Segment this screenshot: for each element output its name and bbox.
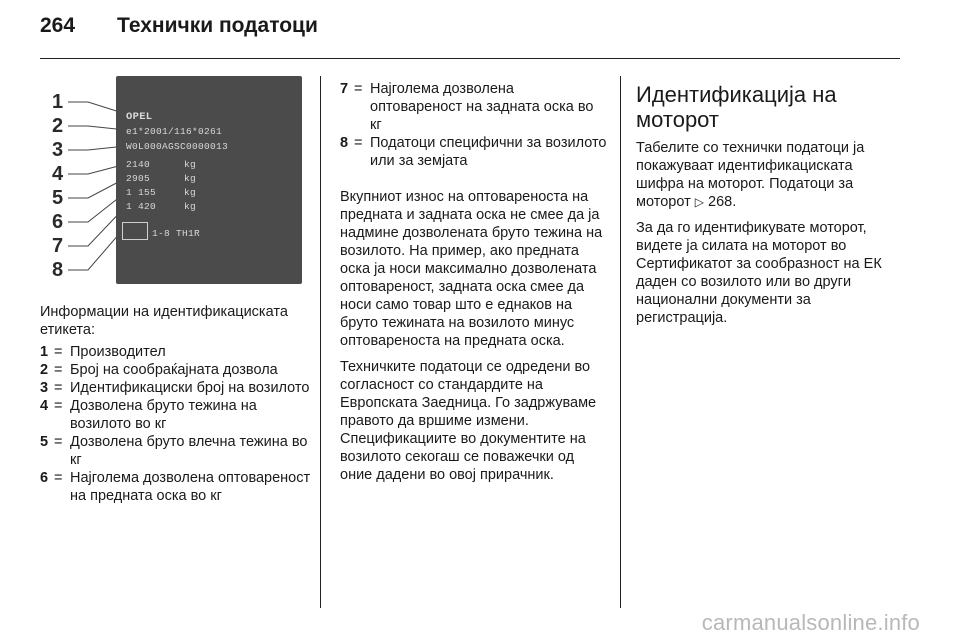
- axle-load-paragraph: Вкупниот износ на оптовареноста на предната и задната оска не смее да ја надмине дозволената бруто тежина на возилото. На пример, ако предната оска ја носи максимално дозволената оптовареност, задната оска смее да носи само товар што е еднаков на бруто тежината на возилото минус оптовареноста на предната оска.: [340, 189, 603, 349]
- column-divider-1: [320, 76, 321, 608]
- callout-4: 4: [52, 163, 64, 185]
- label-unit-2: kg: [184, 173, 197, 184]
- header-rule: [40, 58, 900, 59]
- id-label-plate: [116, 76, 302, 284]
- intro-text: Информации на идентификациската етикета:: [40, 304, 288, 338]
- list-item: 3 = Идентификациски број на возилото: [40, 380, 310, 396]
- callout-6: 6: [52, 211, 64, 233]
- list-item: 8 = Податоци специфични за возилото или за земјата: [340, 135, 607, 169]
- list-item: 7 = Најголема дозволена оптовареност на задната оска во кг: [340, 81, 594, 133]
- list-item: 2 = Број на сообраќајната дозвола: [40, 362, 278, 378]
- page-reference-icon[interactable]: ▷: [694, 195, 704, 209]
- watermark: carmanualsonline.info: [701, 610, 920, 635]
- callout-5: 5: [52, 187, 64, 209]
- label-unit-3: kg: [184, 187, 197, 198]
- column-2: [340, 80, 608, 492]
- list-item: 6 = Најголема дозволена оптовареност на предната оска во кг: [40, 470, 311, 504]
- label-gross-weight: 2140: [126, 159, 151, 170]
- label-unit-1: kg: [184, 159, 197, 170]
- list-item: 5 = Дозволена бруто влечна тежина во кг: [40, 434, 308, 468]
- label-specific-box: [122, 222, 148, 240]
- page-reference-link[interactable]: 268.: [708, 194, 737, 210]
- label-manufacturer: OPEL: [126, 111, 153, 123]
- label-unit-4: kg: [184, 201, 197, 212]
- label-approval-number: e1*2001/116*0261: [126, 126, 223, 137]
- column-divider-2: [620, 76, 621, 608]
- engine-power-paragraph: За да го идентификувате моторот, видете ја силата на моторот во Сертификатот за сообразност на ЕК даден со возилото или во други национални документи за регистрација.: [636, 220, 882, 326]
- page-title: Технички податоци: [117, 14, 318, 37]
- callout-3: 3: [52, 139, 64, 161]
- label-front-axle: 1 155: [126, 187, 157, 198]
- page-header: [40, 14, 318, 38]
- label-rear-axle: 1 420: [126, 201, 157, 212]
- label-train-weight: 2905: [126, 173, 151, 184]
- engine-id-paragraph: Табелите со технички податоци ја покажуваат идентификациската шифра на моторот. Податоци за моторот ▷ 268.: [636, 140, 865, 210]
- page-number: 264: [40, 14, 76, 37]
- callout-7: 7: [52, 235, 64, 257]
- callout-8: 8: [52, 259, 64, 281]
- list-item: 4 = Дозволена бруто тежина на возилото во кг: [40, 398, 257, 432]
- section-heading: Идентификација на моторот: [636, 82, 837, 132]
- id-label-figure: [48, 74, 306, 286]
- column-3: [636, 82, 904, 335]
- callout-2: 2: [52, 115, 64, 137]
- callout-1: 1: [52, 91, 64, 113]
- label-specific-data: 1-8 TH1R: [152, 228, 201, 239]
- label-vin: W0L000AGSC0000013: [126, 141, 229, 152]
- definition-list-1: [40, 343, 315, 505]
- standards-paragraph: Техничките податоци се одредени во согласност со стандардите на Европската Заедница. Го задржуваме правото да вршиме измени. Спецификациите во документите на возилото секогаш се поважечки од оние дадени во овој прирачник.: [340, 359, 597, 483]
- list-item: 1 = Производител: [40, 344, 166, 360]
